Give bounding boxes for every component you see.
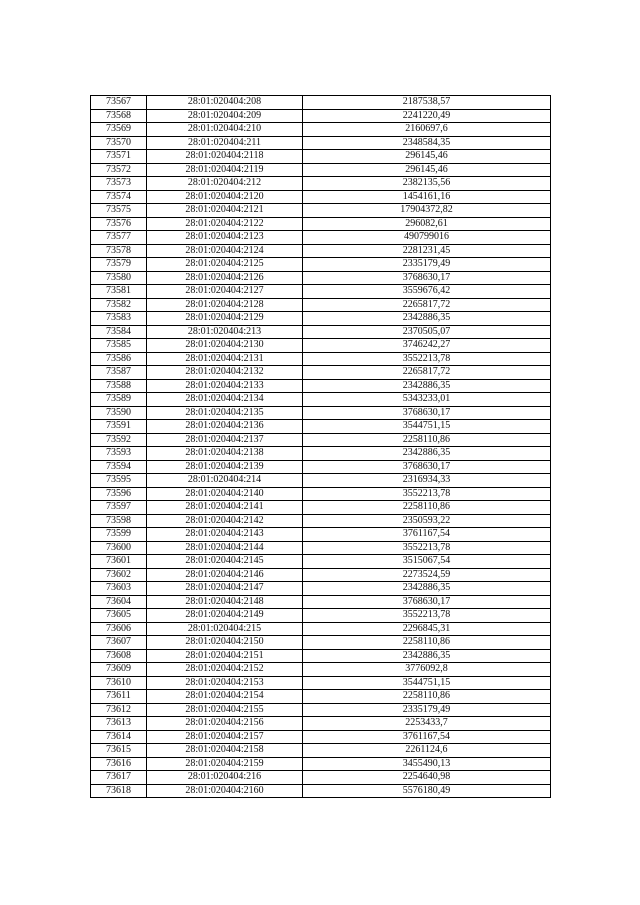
- row-number-cell: 73612: [91, 703, 147, 717]
- table-row: [91, 366, 551, 380]
- table-row: [91, 460, 551, 474]
- row-number-cell: 73618: [91, 784, 147, 798]
- table-row: [91, 231, 551, 245]
- cadastral-value-cell: 2273524,59: [303, 568, 551, 582]
- cadastral-number-cell: 28:01:020404:2137: [147, 433, 303, 447]
- cadastral-value-cell: 3544751,15: [303, 676, 551, 690]
- table-row: [91, 582, 551, 596]
- row-number-cell: 73577: [91, 231, 147, 245]
- row-number-cell: 73587: [91, 366, 147, 380]
- row-number-cell: 73574: [91, 190, 147, 204]
- row-number-cell: 73585: [91, 339, 147, 353]
- table-row: [91, 123, 551, 137]
- row-number-cell: 73568: [91, 109, 147, 123]
- cadastral-value-cell: 3761167,54: [303, 730, 551, 744]
- cadastral-value-cell: 2370505,07: [303, 325, 551, 339]
- table-row: [91, 514, 551, 528]
- row-number-cell: 73572: [91, 163, 147, 177]
- table-row: [91, 595, 551, 609]
- cadastral-number-cell: 28:01:020404:2145: [147, 555, 303, 569]
- row-number-cell: 73583: [91, 312, 147, 326]
- table-row: [91, 487, 551, 501]
- cadastral-value-cell: 2342886,35: [303, 582, 551, 596]
- row-number-cell: 73567: [91, 96, 147, 110]
- cadastral-value-cell: 2254640,98: [303, 771, 551, 785]
- table-row: [91, 393, 551, 407]
- cadastral-value-cell: 490799016: [303, 231, 551, 245]
- cadastral-value-cell: 296145,46: [303, 163, 551, 177]
- table-row: [91, 339, 551, 353]
- cadastral-value-cell: 2281231,45: [303, 244, 551, 258]
- cadastral-number-cell: 28:01:020404:2131: [147, 352, 303, 366]
- table-row: [91, 204, 551, 218]
- cadastral-value-cell: 17904372,82: [303, 204, 551, 218]
- row-number-cell: 73588: [91, 379, 147, 393]
- row-number-cell: 73615: [91, 744, 147, 758]
- table-row: [91, 150, 551, 164]
- table-row: [91, 177, 551, 191]
- cadastral-value-cell: 2265817,72: [303, 298, 551, 312]
- row-number-cell: 73598: [91, 514, 147, 528]
- row-number-cell: 73589: [91, 393, 147, 407]
- row-number-cell: 73597: [91, 501, 147, 515]
- cadastral-value-cell: 2253433,7: [303, 717, 551, 731]
- cadastral-value-cell: 5343233,01: [303, 393, 551, 407]
- cadastral-value-cell: 3552213,78: [303, 487, 551, 501]
- cadastral-value-cell: 1454161,16: [303, 190, 551, 204]
- table-row: [91, 96, 551, 110]
- row-number-cell: 73606: [91, 622, 147, 636]
- cadastral-value-cell: 3559676,42: [303, 285, 551, 299]
- table-row: [91, 744, 551, 758]
- cadastral-number-cell: 28:01:020404:2118: [147, 150, 303, 164]
- table-row: [91, 433, 551, 447]
- cadastral-value-cell: 3768630,17: [303, 460, 551, 474]
- row-number-cell: 73576: [91, 217, 147, 231]
- cadastral-value-cell: 296082,61: [303, 217, 551, 231]
- cadastral-value-cell: 2348584,35: [303, 136, 551, 150]
- cadastral-number-cell: 28:01:020404:213: [147, 325, 303, 339]
- table-row: [91, 784, 551, 798]
- cadastral-number-cell: 28:01:020404:2134: [147, 393, 303, 407]
- table-row: [91, 325, 551, 339]
- row-number-cell: 73614: [91, 730, 147, 744]
- table-row: [91, 447, 551, 461]
- row-number-cell: 73605: [91, 609, 147, 623]
- cadastral-number-cell: 28:01:020404:208: [147, 96, 303, 110]
- cadastral-number-cell: 28:01:020404:2154: [147, 690, 303, 704]
- row-number-cell: 73584: [91, 325, 147, 339]
- cadastral-number-cell: 28:01:020404:2146: [147, 568, 303, 582]
- table-row: [91, 285, 551, 299]
- cadastral-number-cell: 28:01:020404:2123: [147, 231, 303, 245]
- table-row: [91, 663, 551, 677]
- cadastral-number-cell: 28:01:020404:2157: [147, 730, 303, 744]
- row-number-cell: 73591: [91, 420, 147, 434]
- cadastral-value-cell: 3768630,17: [303, 406, 551, 420]
- cadastral-value-cell: 3455490,13: [303, 757, 551, 771]
- cadastral-number-cell: 28:01:020404:2159: [147, 757, 303, 771]
- row-number-cell: 73601: [91, 555, 147, 569]
- cadastral-number-cell: 28:01:020404:2132: [147, 366, 303, 380]
- cadastral-number-cell: 28:01:020404:2126: [147, 271, 303, 285]
- table-row: [91, 190, 551, 204]
- cadastral-number-cell: 28:01:020404:211: [147, 136, 303, 150]
- cadastral-number-cell: 28:01:020404:2150: [147, 636, 303, 650]
- table-row: [91, 771, 551, 785]
- cadastral-value-cell: 2335179,49: [303, 258, 551, 272]
- cadastral-value-cell: 2335179,49: [303, 703, 551, 717]
- cadastral-number-cell: 28:01:020404:2143: [147, 528, 303, 542]
- row-number-cell: 73613: [91, 717, 147, 731]
- row-number-cell: 73593: [91, 447, 147, 461]
- cadastral-value-cell: 2258110,86: [303, 636, 551, 650]
- cadastral-number-cell: 28:01:020404:214: [147, 474, 303, 488]
- cadastral-number-cell: 28:01:020404:2120: [147, 190, 303, 204]
- row-number-cell: 73599: [91, 528, 147, 542]
- cadastral-value-cell: 2258110,86: [303, 433, 551, 447]
- table-row: [91, 298, 551, 312]
- cadastral-value-cell: 3768630,17: [303, 271, 551, 285]
- cadastral-number-cell: 28:01:020404:2151: [147, 649, 303, 663]
- table-row: [91, 690, 551, 704]
- cadastral-value-cell: 2342886,35: [303, 379, 551, 393]
- row-number-cell: 73603: [91, 582, 147, 596]
- cadastral-value-cell: 3761167,54: [303, 528, 551, 542]
- cadastral-value-cell: 3776092,8: [303, 663, 551, 677]
- table-row: [91, 568, 551, 582]
- table-row: [91, 244, 551, 258]
- cadastral-value-cell: 2342886,35: [303, 447, 551, 461]
- table-row: [91, 474, 551, 488]
- cadastral-value-cell: 5576180,49: [303, 784, 551, 798]
- row-number-cell: 73581: [91, 285, 147, 299]
- table-row: [91, 676, 551, 690]
- table-row: [91, 271, 551, 285]
- cadastral-number-cell: 28:01:020404:216: [147, 771, 303, 785]
- table-row: [91, 717, 551, 731]
- cadastral-number-cell: 28:01:020404:2127: [147, 285, 303, 299]
- row-number-cell: 73617: [91, 771, 147, 785]
- table-row: [91, 501, 551, 515]
- row-number-cell: 73616: [91, 757, 147, 771]
- table-row: [91, 757, 551, 771]
- cadastral-number-cell: 28:01:020404:2129: [147, 312, 303, 326]
- cadastral-value-cell: 3552213,78: [303, 352, 551, 366]
- cadastral-value-cell: 3552213,78: [303, 541, 551, 555]
- table-row: [91, 555, 551, 569]
- row-number-cell: 73582: [91, 298, 147, 312]
- row-number-cell: 73604: [91, 595, 147, 609]
- cadastral-value-cell: 2160697,6: [303, 123, 551, 137]
- table-row: [91, 217, 551, 231]
- cadastral-number-cell: 28:01:020404:212: [147, 177, 303, 191]
- table-row: [91, 258, 551, 272]
- cadastral-value-cell: 2261124,6: [303, 744, 551, 758]
- row-number-cell: 73569: [91, 123, 147, 137]
- cadastral-value-cell: 296145,46: [303, 150, 551, 164]
- row-number-cell: 73600: [91, 541, 147, 555]
- table-row: [91, 420, 551, 434]
- cadastral-value-cell: 3746242,27: [303, 339, 551, 353]
- table-row: [91, 528, 551, 542]
- cadastral-number-cell: 28:01:020404:2152: [147, 663, 303, 677]
- cadastral-number-cell: 28:01:020404:210: [147, 123, 303, 137]
- row-number-cell: 73570: [91, 136, 147, 150]
- cadastral-number-cell: 28:01:020404:2130: [147, 339, 303, 353]
- table-row: [91, 636, 551, 650]
- cadastral-number-cell: 28:01:020404:2153: [147, 676, 303, 690]
- cadastral-value-cell: 3552213,78: [303, 609, 551, 623]
- table-row: [91, 609, 551, 623]
- row-number-cell: 73586: [91, 352, 147, 366]
- cadastral-number-cell: 28:01:020404:2133: [147, 379, 303, 393]
- cadastral-value-cell: 2258110,86: [303, 501, 551, 515]
- row-number-cell: 73579: [91, 258, 147, 272]
- cadastral-number-cell: 28:01:020404:2135: [147, 406, 303, 420]
- row-number-cell: 73610: [91, 676, 147, 690]
- cadastral-value-cell: 2350593,22: [303, 514, 551, 528]
- cadastral-value-cell: 2265817,72: [303, 366, 551, 380]
- row-number-cell: 73571: [91, 150, 147, 164]
- cadastral-number-cell: 28:01:020404:209: [147, 109, 303, 123]
- row-number-cell: 73590: [91, 406, 147, 420]
- cadastral-number-cell: 28:01:020404:2140: [147, 487, 303, 501]
- table-row: [91, 541, 551, 555]
- cadastral-number-cell: 28:01:020404:2160: [147, 784, 303, 798]
- cadastral-number-cell: 28:01:020404:2119: [147, 163, 303, 177]
- row-number-cell: 73595: [91, 474, 147, 488]
- cadastral-number-cell: 28:01:020404:2155: [147, 703, 303, 717]
- cadastral-value-cell: 3515067,54: [303, 555, 551, 569]
- cadastral-value-cell: 2342886,35: [303, 312, 551, 326]
- cadastral-value-cell: 2382135,56: [303, 177, 551, 191]
- cadastral-number-cell: 28:01:020404:2121: [147, 204, 303, 218]
- row-number-cell: 73592: [91, 433, 147, 447]
- cadastral-value-cell: 3544751,15: [303, 420, 551, 434]
- row-number-cell: 73580: [91, 271, 147, 285]
- cadastral-number-cell: 28:01:020404:2156: [147, 717, 303, 731]
- row-number-cell: 73609: [91, 663, 147, 677]
- table-row: [91, 622, 551, 636]
- cadastral-number-cell: 28:01:020404:2144: [147, 541, 303, 555]
- row-number-cell: 73573: [91, 177, 147, 191]
- table-body: [91, 96, 551, 798]
- cadastral-value-table: [90, 95, 551, 798]
- cadastral-number-cell: 28:01:020404:2147: [147, 582, 303, 596]
- row-number-cell: 73608: [91, 649, 147, 663]
- table-row: [91, 649, 551, 663]
- row-number-cell: 73596: [91, 487, 147, 501]
- cadastral-value-cell: 2258110,86: [303, 690, 551, 704]
- cadastral-value-cell: 2187538,57: [303, 96, 551, 110]
- cadastral-number-cell: 28:01:020404:2148: [147, 595, 303, 609]
- row-number-cell: 73611: [91, 690, 147, 704]
- row-number-cell: 73602: [91, 568, 147, 582]
- cadastral-number-cell: 28:01:020404:2124: [147, 244, 303, 258]
- table-row: [91, 136, 551, 150]
- cadastral-number-cell: 28:01:020404:2138: [147, 447, 303, 461]
- cadastral-number-cell: 28:01:020404:2158: [147, 744, 303, 758]
- cadastral-number-cell: 28:01:020404:2125: [147, 258, 303, 272]
- table-row: [91, 163, 551, 177]
- table-row: [91, 730, 551, 744]
- cadastral-number-cell: 28:01:020404:2141: [147, 501, 303, 515]
- table-row: [91, 379, 551, 393]
- row-number-cell: 73578: [91, 244, 147, 258]
- row-number-cell: 73575: [91, 204, 147, 218]
- table-row: [91, 352, 551, 366]
- cadastral-value-cell: 3768630,17: [303, 595, 551, 609]
- cadastral-number-cell: 28:01:020404:215: [147, 622, 303, 636]
- table-row: [91, 406, 551, 420]
- row-number-cell: 73607: [91, 636, 147, 650]
- cadastral-number-cell: 28:01:020404:2128: [147, 298, 303, 312]
- table-row: [91, 312, 551, 326]
- row-number-cell: 73594: [91, 460, 147, 474]
- cadastral-number-cell: 28:01:020404:2122: [147, 217, 303, 231]
- cadastral-value-cell: 2316934,33: [303, 474, 551, 488]
- table-row: [91, 109, 551, 123]
- cadastral-value-cell: 2342886,35: [303, 649, 551, 663]
- cadastral-number-cell: 28:01:020404:2139: [147, 460, 303, 474]
- cadastral-number-cell: 28:01:020404:2149: [147, 609, 303, 623]
- cadastral-value-cell: 2241220,49: [303, 109, 551, 123]
- cadastral-number-cell: 28:01:020404:2142: [147, 514, 303, 528]
- cadastral-value-cell: 2296845,31: [303, 622, 551, 636]
- table-row: [91, 703, 551, 717]
- cadastral-number-cell: 28:01:020404:2136: [147, 420, 303, 434]
